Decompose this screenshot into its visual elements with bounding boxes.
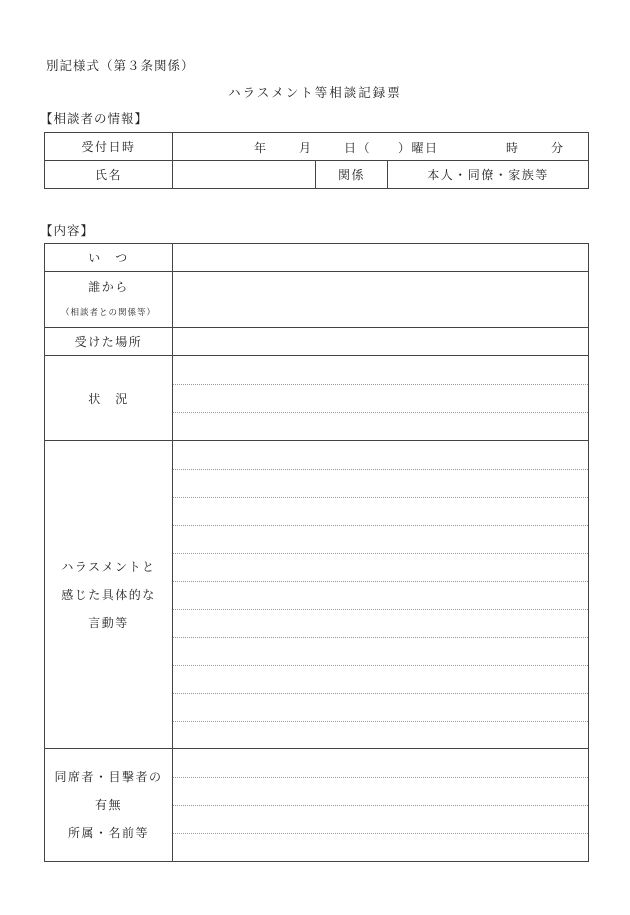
situation-label: 状 況 [45,356,173,441]
name-field[interactable] [173,161,316,189]
name-label: 氏名 [45,161,173,189]
when-row [45,244,589,272]
when-field[interactable] [173,244,589,272]
behavior-row [45,441,589,749]
ruled-line [173,833,588,834]
ruled-line [173,609,588,610]
ruled-line [173,805,588,806]
place-field[interactable] [173,328,589,356]
form-title: ハラスメント等相談記録票 [228,85,402,100]
witness-label-line: 同席者・目撃者の [54,770,163,784]
witness-lines [173,749,588,861]
when-label: い つ [45,244,173,272]
year-label: 年 [254,141,268,155]
consultant-section-heading: 【相談者の情報】 [40,111,149,126]
relation-label: 関係 [316,161,388,189]
ruled-line [173,581,588,582]
reception-row [45,133,589,161]
witness-label-cell [45,749,173,862]
consultant-info-table [44,132,589,189]
situation-row [45,356,589,441]
weekday-label: ）曜日 [398,141,439,155]
form-note: 別記様式（第３条関係） [46,58,195,73]
place-label: 受けた場所 [45,328,173,356]
ruled-line [173,721,588,722]
ruled-line [173,412,588,413]
ruled-line [173,497,588,498]
situation-lines [173,356,588,440]
behavior-label-cell [45,441,173,749]
ruled-line [173,693,588,694]
witness-field[interactable] [173,749,589,862]
name-row [45,161,589,189]
hour-label: 時 [506,141,520,155]
from-whom-note: （相談者との関係等） [60,307,156,318]
from-whom-row [45,272,589,328]
witness-label-line: 所属・名前等 [67,826,149,840]
from-whom-cell [45,272,173,328]
reception-datetime-field[interactable] [173,133,589,161]
ruled-line [173,665,588,666]
place-row [45,328,589,356]
from-whom-field[interactable] [173,272,589,328]
minute-label: 分 [551,141,565,155]
ruled-line [173,553,588,554]
reception-label: 受付日時 [45,133,173,161]
behavior-lines [173,441,588,748]
content-table [44,243,589,862]
behavior-field[interactable] [173,441,589,749]
ruled-line [173,525,588,526]
behavior-label-line: 感じた具体的な [61,587,156,602]
ruled-line [173,469,588,470]
witness-row [45,749,589,862]
content-section-heading: 【内容】 [40,223,95,238]
relation-options[interactable]: 本人・同僚・家族等 [388,161,589,189]
month-label: 月 [299,141,313,155]
behavior-label-line: 言動等 [88,615,129,630]
ruled-line [173,637,588,638]
ruled-line [173,384,588,385]
behavior-label-line: ハラスメントと [61,559,156,574]
witness-label-line: 有無 [94,798,122,812]
situation-field[interactable] [173,356,589,441]
day-label: 日（ [344,141,372,155]
from-whom-label: 誰から [88,279,129,294]
ruled-line [173,777,588,778]
